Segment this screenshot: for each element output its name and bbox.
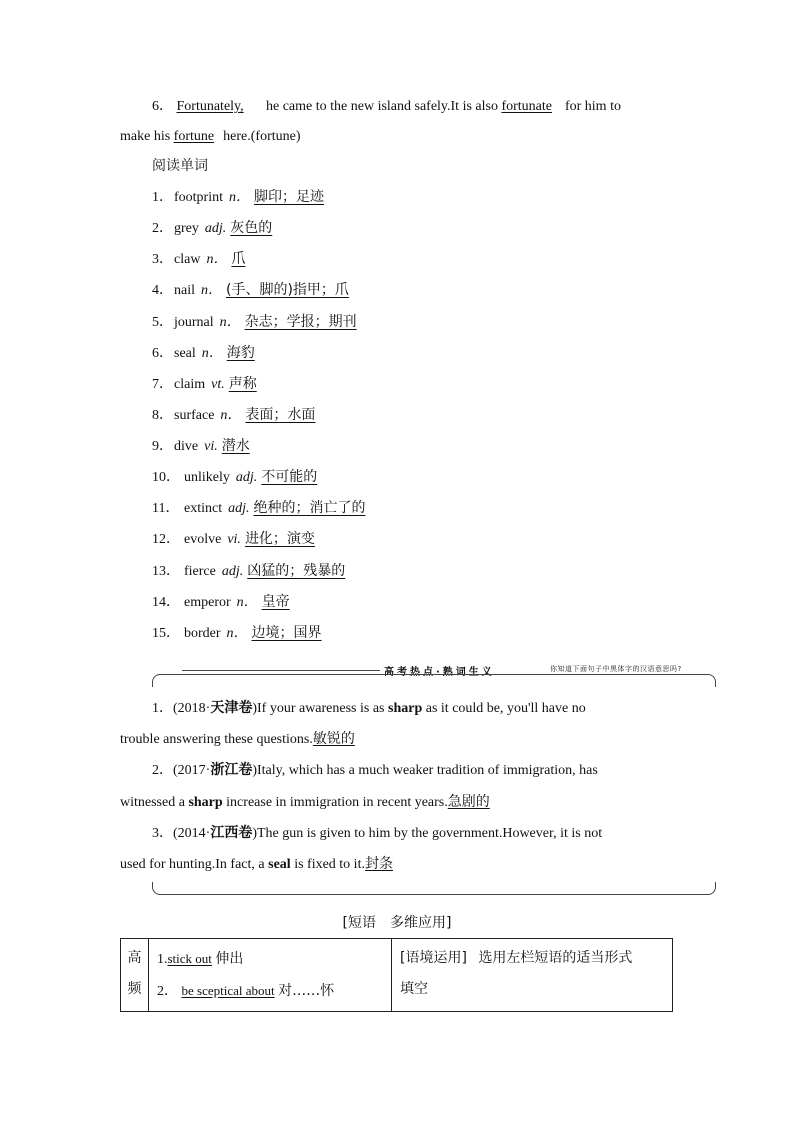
item6-text3: make his xyxy=(120,129,171,144)
vocab-num: 4． xyxy=(152,283,173,298)
vocab-item-8 xyxy=(152,405,315,426)
hot-src-pre: (2017· xyxy=(173,763,211,778)
phrases-heading: [短语 多维应用] xyxy=(342,915,452,931)
banner-subtitle: 你知道下面句子中黑体字的汉语意思吗? xyxy=(550,665,682,673)
vocab-item-3 xyxy=(152,249,245,270)
vocab-item-6 xyxy=(152,343,255,364)
item6-text2: for him to xyxy=(564,99,621,114)
vocab-num: 6． xyxy=(152,346,173,361)
vocab-num: 2． xyxy=(152,221,173,236)
vocab-meaning: 海豹 xyxy=(226,345,255,361)
vocab-meaning: 脚印；足迹 xyxy=(254,189,324,205)
vocab-word: extinct xyxy=(184,501,223,516)
context-instruction-2: 填空 xyxy=(400,981,428,997)
vocab-num: 15． xyxy=(152,626,180,641)
vocab-word: emperor xyxy=(184,595,231,610)
vocab-pos: n． xyxy=(236,595,258,610)
phrase-num: 1. xyxy=(157,952,168,967)
vocab-pos: vi. xyxy=(204,439,218,454)
vocab-meaning: 爪 xyxy=(231,251,246,267)
vocab-meaning: 灰色的 xyxy=(230,220,273,236)
phrase-text: be sceptical about xyxy=(181,983,275,998)
hot-item-2-line1 xyxy=(152,760,598,781)
vocab-num: 9． xyxy=(152,439,173,454)
context-instruction: 选用左栏短语的适当形式 xyxy=(478,950,633,966)
vocab-num: 12． xyxy=(152,532,180,547)
vocab-num: 8． xyxy=(152,408,173,423)
hot-answer: 敏锐的 xyxy=(312,731,355,747)
banner-frame-bottom xyxy=(152,882,716,895)
hot-text: as it could be, you'll have no xyxy=(425,701,586,716)
vocab-meaning: 凶猛的；残暴的 xyxy=(247,563,346,579)
vocab-item-5 xyxy=(152,312,357,333)
vocab-item-7 xyxy=(152,374,257,395)
hot-answer: 急剧的 xyxy=(447,794,490,810)
hot-text: is fixed to it. xyxy=(294,857,365,872)
hot-num: 3． xyxy=(152,826,173,841)
hot-text: )If your awareness is as xyxy=(252,701,385,716)
phrase-cn: 对……怀 xyxy=(278,983,335,999)
context-line-1 xyxy=(400,943,666,974)
vocab-meaning: (手、脚的)指甲；爪 xyxy=(226,282,349,298)
vocab-num: 13． xyxy=(152,564,180,579)
frequency-label-1: 高 xyxy=(127,950,142,966)
phrase-item-2 xyxy=(157,975,385,1007)
item6-line1 xyxy=(152,97,621,117)
vocab-pos: n． xyxy=(219,315,241,330)
phrase-num: 2． xyxy=(157,984,178,999)
hot-answer: 封条 xyxy=(364,856,393,872)
hot-text: )The gun is given to him by the government.However, it is not xyxy=(252,826,603,841)
vocab-item-13 xyxy=(152,561,345,582)
frequency-label-cell xyxy=(121,939,149,1012)
vocab-pos: n． xyxy=(201,283,222,298)
vocab-item-1 xyxy=(152,187,324,208)
vocab-item-12 xyxy=(152,529,315,550)
vocab-meaning: 绝种的；消亡了的 xyxy=(253,500,366,516)
hot-item-1-line2 xyxy=(120,729,355,750)
vocab-word: claim xyxy=(174,377,206,392)
phrase-text: stick out xyxy=(167,951,212,966)
hot-src: 江西卷 xyxy=(210,825,253,841)
vocab-pos: adj. xyxy=(221,564,244,579)
vocab-word: dive xyxy=(174,439,199,454)
hot-src: 浙江卷 xyxy=(210,762,253,778)
hot-item-2-line2 xyxy=(120,792,490,813)
vocab-num: 11． xyxy=(152,501,180,516)
item6-line2 xyxy=(120,127,301,147)
vocab-word: fierce xyxy=(184,564,216,579)
vocab-pos: vi. xyxy=(227,532,241,547)
vocab-item-4 xyxy=(152,280,349,301)
vocab-word: grey xyxy=(174,221,199,236)
vocab-meaning: 声称 xyxy=(228,376,257,392)
hot-item-3-line2 xyxy=(120,854,393,875)
vocab-meaning: 皇帝 xyxy=(261,594,290,610)
frequency-label-2: 频 xyxy=(127,981,142,997)
hot-text: )Italy, which has a much weaker tradition of immigration, has xyxy=(252,763,598,778)
hot-item-1-line1 xyxy=(152,698,586,719)
context-cell xyxy=(392,939,673,1012)
phrase-cn: 伸出 xyxy=(215,951,244,967)
banner-title: 高考热点·熟词生义 xyxy=(384,667,495,678)
reading-words-heading: 阅读单词 xyxy=(152,158,208,174)
item6-answer-fortunately: Fortunately, xyxy=(176,99,244,114)
hot-bold-word: sharp xyxy=(388,701,423,716)
vocab-word: claw xyxy=(174,252,201,267)
hot-num: 2． xyxy=(152,763,173,778)
vocab-pos: n． xyxy=(229,190,250,205)
vocab-word: seal xyxy=(174,346,196,361)
hot-src-pre: (2018· xyxy=(173,701,211,716)
hot-text: trouble answering these questions. xyxy=(120,732,313,747)
vocab-word: footprint xyxy=(174,190,223,205)
vocab-item-11 xyxy=(152,498,366,519)
phrase-item-1 xyxy=(157,943,385,975)
phrase-list-cell xyxy=(149,939,392,1012)
vocab-item-14 xyxy=(152,592,290,613)
hot-num: 1． xyxy=(152,701,173,716)
hot-item-3-line1 xyxy=(152,823,602,844)
hot-text: used for hunting.In fact, a xyxy=(120,857,265,872)
vocab-pos: n． xyxy=(201,346,223,361)
vocab-num: 5． xyxy=(152,315,173,330)
vocab-num: 3． xyxy=(152,252,173,267)
hot-bold-word: seal xyxy=(268,857,291,872)
vocab-item-10 xyxy=(152,467,317,488)
vocab-item-2 xyxy=(152,218,272,239)
vocab-meaning: 表面；水面 xyxy=(245,407,316,423)
item6-text1: he came to the new island safely.It is also xyxy=(266,99,498,114)
vocab-word: nail xyxy=(174,283,195,298)
banner-frame-top xyxy=(152,674,716,687)
vocab-pos: adj. xyxy=(204,221,227,236)
item6-num: 6． xyxy=(152,99,173,114)
vocab-word: journal xyxy=(174,315,214,330)
vocab-num: 7． xyxy=(152,377,173,392)
vocab-meaning: 杂志；学报；期刊 xyxy=(244,314,357,330)
item6-answer-fortunate: fortunate xyxy=(501,99,552,114)
vocab-pos: n． xyxy=(220,408,242,423)
vocab-meaning: 潜水 xyxy=(221,438,250,454)
vocab-pos: vt. xyxy=(211,377,225,392)
hot-src: 天津卷 xyxy=(210,700,253,716)
context-tag: [语境运用] xyxy=(400,950,467,966)
item6-text4: here.(fortune) xyxy=(223,129,301,144)
vocab-item-9 xyxy=(152,436,250,457)
vocab-word: border xyxy=(184,626,221,641)
vocab-meaning: 进化；演变 xyxy=(244,531,315,547)
vocab-num: 14． xyxy=(152,595,180,610)
item6-answer-fortune: fortune xyxy=(173,129,215,144)
vocab-pos: adj. xyxy=(228,501,250,516)
vocab-pos: n． xyxy=(226,626,248,641)
vocab-num: 10． xyxy=(152,470,180,485)
vocab-meaning: 边境；国界 xyxy=(251,625,322,641)
vocab-meaning: 不可能的 xyxy=(261,469,318,485)
vocab-word: unlikely xyxy=(184,470,230,485)
vocab-word: evolve xyxy=(184,532,222,547)
vocab-num: 1． xyxy=(152,190,173,205)
hot-src-pre: (2014· xyxy=(173,826,211,841)
vocab-word: surface xyxy=(174,408,215,423)
vocab-pos: adj. xyxy=(235,470,258,485)
table-row xyxy=(121,939,673,1012)
hot-point-banner xyxy=(152,660,716,688)
vocab-item-15 xyxy=(152,623,322,644)
banner-rule xyxy=(182,670,380,671)
hot-bold-word: sharp xyxy=(188,795,223,810)
vocab-pos: n． xyxy=(206,252,228,267)
hot-text: increase in immigration in recent years. xyxy=(226,795,448,810)
hot-text: witnessed a xyxy=(120,795,185,810)
phrases-table xyxy=(120,938,673,1012)
